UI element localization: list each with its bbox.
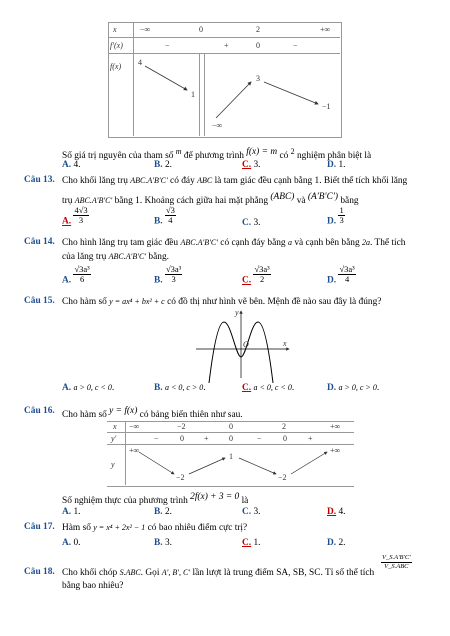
q17-option-b[interactable]: B. 3. bbox=[154, 538, 172, 548]
frac-num: 1 bbox=[339, 205, 344, 215]
q18-text: bằng bao nhiêu? bbox=[62, 581, 124, 591]
q15-function: y = ax⁴ + bx² + c bbox=[109, 297, 165, 306]
frac-den: V_S.ABC bbox=[384, 562, 409, 570]
q12-text-c: có bbox=[279, 151, 289, 162]
q12-text-d: nghiệm phân biệt là bbox=[296, 151, 372, 162]
q13-text: có đáy bbox=[170, 176, 195, 186]
option-letter-correct: C. bbox=[242, 160, 252, 170]
q17-text: Hàm số bbox=[62, 523, 91, 533]
q17-option-d[interactable]: D. 2. bbox=[327, 538, 346, 548]
q16-text: Số nghiệm thực của phương trình bbox=[62, 496, 188, 507]
frac-num: √3a³ bbox=[74, 264, 90, 274]
option-letter: D. bbox=[327, 160, 337, 170]
q18-text: . Gọi bbox=[140, 568, 160, 578]
table2-x-value: 0 bbox=[229, 422, 233, 431]
q17-option-a[interactable]: A. 0. bbox=[62, 538, 81, 548]
frac-den: 2 bbox=[259, 274, 265, 284]
q17-number: Câu 17. bbox=[24, 522, 55, 532]
q16-option-b[interactable]: B. 2. bbox=[154, 507, 172, 517]
q13-one: 1 bbox=[314, 176, 320, 186]
q16-number: Câu 16. bbox=[24, 406, 55, 416]
option-letter: B. bbox=[154, 538, 163, 548]
option-value: a < 0, c < 0 bbox=[253, 383, 292, 392]
q18-ratio-fraction bbox=[381, 554, 412, 571]
frac-num: √3a³ bbox=[339, 264, 355, 274]
q18-number: Câu 18. bbox=[24, 567, 55, 577]
q15-option-a[interactable]: A. a > 0, c < 0. bbox=[62, 383, 115, 393]
q12-text-a: Số giá trị nguyên của tham số bbox=[62, 151, 174, 162]
table2-y-value: +∞ bbox=[129, 446, 140, 455]
option-letter: B. bbox=[154, 160, 163, 170]
frac-num: 4√3 bbox=[74, 205, 88, 215]
q16-option-d[interactable]: D. 4. bbox=[327, 507, 346, 517]
q12-option-b[interactable]: B. 2. bbox=[154, 160, 172, 170]
q12-text-b: để phương trình bbox=[183, 151, 244, 162]
frac-num: √3a³ bbox=[165, 264, 182, 274]
frac-num: √3 bbox=[165, 205, 175, 215]
q16-text: là bbox=[241, 496, 249, 507]
table2-y-value: −2 bbox=[278, 473, 287, 482]
q18-text: lần lượt là trung điểm SA, SB, SC. Tỉ số thể tích bbox=[192, 568, 375, 578]
q14-prism: ABC.A′B′C′ bbox=[108, 252, 147, 261]
option-letter: C. bbox=[242, 218, 252, 228]
table1-x-value: 2 bbox=[256, 25, 260, 34]
table1-x-value: +∞ bbox=[320, 25, 331, 34]
frac-den: 4 bbox=[344, 274, 350, 284]
option-value: 2 bbox=[164, 507, 170, 517]
q12-option-a[interactable]: A. 4. bbox=[62, 160, 81, 170]
table2-yp-sign: − bbox=[154, 434, 159, 443]
q17-function: y = x⁴ + 2x² − 1 bbox=[93, 523, 146, 532]
q14-a: a bbox=[287, 238, 292, 247]
q12-m: m bbox=[175, 147, 182, 156]
table1-f-value: 1 bbox=[191, 90, 195, 99]
q14-prism: ABC.A′B′C′ bbox=[180, 238, 218, 247]
table1-label-x: x bbox=[113, 25, 117, 34]
table1-label-f: f(x) bbox=[110, 62, 122, 71]
q14-text: bằng. bbox=[148, 252, 169, 262]
q14-text: của lăng trụ bbox=[62, 252, 107, 262]
option-letter: A. bbox=[62, 538, 72, 548]
option-value: a > 0, c > 0 bbox=[338, 383, 377, 392]
table2-label-y: y bbox=[111, 460, 115, 469]
option-letter: B. bbox=[154, 216, 163, 227]
q18-ratio bbox=[381, 553, 412, 571]
option-value: 0 bbox=[73, 538, 79, 548]
table1-fp-sign: − bbox=[293, 41, 298, 50]
option-value: 4 bbox=[73, 160, 79, 170]
q14-text: . Thể tích bbox=[370, 238, 406, 248]
q15-graph-origin: O bbox=[243, 340, 249, 349]
option-value: 3 bbox=[253, 507, 259, 517]
option-letter-correct: C. bbox=[242, 383, 252, 393]
option-letter-correct: A. bbox=[62, 216, 72, 227]
q13-option-c[interactable]: C. 3. bbox=[242, 218, 261, 228]
option-value: 1 bbox=[253, 538, 259, 548]
option-value: 3 bbox=[164, 538, 170, 548]
q13-text: và bbox=[296, 196, 306, 207]
table1-x-value: −∞ bbox=[140, 25, 151, 34]
frac-den: 3 bbox=[339, 215, 344, 225]
q16-text: Cho hàm số bbox=[62, 410, 107, 421]
q15-option-b[interactable]: B. a < 0, c > 0. bbox=[154, 383, 206, 393]
table1-label-fp: f′(x) bbox=[110, 41, 123, 50]
option-letter: D. bbox=[327, 216, 337, 227]
q13-text: . Biết thể tích khối lăng bbox=[319, 176, 408, 186]
q16-text: có bảng biến thiên như sau. bbox=[139, 410, 243, 421]
q16-option-c[interactable]: C. 3. bbox=[242, 507, 261, 517]
table1-f-value: −1 bbox=[322, 102, 331, 111]
q15-text: Cho hàm số bbox=[62, 297, 107, 307]
q13-text: Cho khối lăng trụ bbox=[62, 176, 128, 186]
option-letter: A. bbox=[62, 275, 72, 286]
option-value: 1 bbox=[73, 507, 79, 517]
option-letter: D. bbox=[327, 275, 337, 286]
q18-pyramid: S.ABC bbox=[119, 568, 141, 577]
table1-fp-sign: − bbox=[165, 41, 170, 50]
table2-yp-sign: + bbox=[204, 434, 209, 443]
table1-fp-sign: + bbox=[224, 41, 229, 50]
option-value: 2 bbox=[338, 538, 344, 548]
option-value: 2 bbox=[164, 160, 170, 170]
table2-yp-zero: 0 bbox=[229, 434, 233, 443]
q18-points: A′, B′, C′ bbox=[161, 568, 191, 577]
q17-statement bbox=[62, 522, 247, 534]
q13-abc: ABC bbox=[197, 176, 213, 185]
q14-twoa: 2a bbox=[362, 238, 370, 247]
table2-x-value: 2 bbox=[282, 422, 286, 431]
option-letter-correct: C. bbox=[242, 538, 252, 548]
q15-graph-y-label: y bbox=[235, 308, 239, 317]
q13-text: bằng bbox=[340, 196, 359, 207]
table2-x-value: +∞ bbox=[330, 422, 341, 431]
q17-text: có bao nhiêu điểm cực trị? bbox=[147, 523, 248, 533]
q12-two: 2 bbox=[290, 147, 295, 156]
frac-den: 3 bbox=[171, 274, 176, 284]
table2-x-value: −∞ bbox=[129, 422, 140, 431]
q16-equation: 2f(x) + 3 = 0 bbox=[190, 492, 240, 502]
table1-fp-zero: 0 bbox=[256, 41, 260, 50]
q12-option-c[interactable]: C. 3. bbox=[242, 160, 261, 170]
q15-text: có đồ thị như hình vẽ bên. Mệnh đề nào sau đây là đúng? bbox=[167, 297, 382, 307]
option-letter: A. bbox=[62, 383, 72, 393]
frac-den: 6 bbox=[79, 274, 85, 284]
q13-text: trụ bbox=[62, 196, 73, 207]
q13-plane1: (ABC) bbox=[270, 192, 295, 202]
table2-yp-sign: + bbox=[308, 434, 313, 443]
option-letter: C. bbox=[242, 507, 252, 517]
q14-text: Cho hình lăng trụ tam giác đều bbox=[62, 238, 179, 248]
q15-number: Câu 15. bbox=[24, 296, 55, 306]
q15-option-c[interactable]: C. a < 0, c < 0. bbox=[242, 383, 295, 393]
table2-label-yp: y′ bbox=[111, 434, 117, 443]
frac-num: √3a³ bbox=[254, 264, 270, 274]
option-letter: A. bbox=[62, 160, 72, 170]
q14-text: và cạnh bên bằng bbox=[294, 238, 360, 248]
q13-prism: ABC.A′B′C′ bbox=[130, 176, 168, 185]
q16-option-a[interactable]: A. 1. bbox=[62, 507, 81, 517]
option-value: 3 bbox=[253, 160, 259, 170]
option-letter-correct: C. bbox=[242, 275, 252, 286]
option-letter: D. bbox=[327, 538, 337, 548]
option-letter: B. bbox=[154, 383, 163, 393]
q15-graph-x-label: x bbox=[283, 339, 287, 348]
q12-option-d[interactable]: D. 1. bbox=[327, 160, 346, 170]
q16-equation-line bbox=[62, 492, 248, 507]
frac-den: 3 bbox=[78, 215, 84, 225]
option-value: a > 0, c < 0 bbox=[73, 383, 112, 392]
option-letter: B. bbox=[154, 507, 163, 517]
table1-f-value: 3 bbox=[256, 74, 260, 83]
q18-question-end bbox=[62, 581, 123, 592]
table1-x-value: 0 bbox=[199, 25, 203, 34]
q13-one: 1 bbox=[135, 196, 140, 207]
option-value: a < 0, c > 0 bbox=[164, 383, 204, 392]
q18-statement bbox=[62, 567, 374, 579]
option-letter: A. bbox=[62, 507, 72, 517]
option-value: 1 bbox=[338, 160, 344, 170]
q13-text: là tam giác đều cạnh bằng bbox=[214, 176, 313, 186]
q13-number: Câu 13. bbox=[24, 175, 55, 185]
table2-x-value: −2 bbox=[177, 422, 186, 431]
table1-f-value: −∞ bbox=[212, 121, 223, 130]
q13-text: bằng bbox=[114, 196, 133, 207]
q14-number: Câu 14. bbox=[24, 237, 55, 247]
q14-text: có cạnh đáy bằng bbox=[220, 238, 286, 248]
q13-plane2: (A′B′C′) bbox=[307, 192, 339, 202]
q16-function: y = f(x) bbox=[109, 406, 138, 416]
option-value: 3 bbox=[253, 218, 259, 228]
frac-num: V_S.A′B′C′ bbox=[382, 553, 411, 561]
option-value: 4 bbox=[338, 507, 344, 517]
table2-y-value: −2 bbox=[176, 473, 185, 482]
q18-text: Cho khối chóp bbox=[62, 568, 118, 578]
option-letter: D. bbox=[327, 383, 337, 393]
table2-label-x: x bbox=[113, 422, 117, 431]
q15-option-d[interactable]: D. a > 0, c > 0. bbox=[327, 383, 380, 393]
option-letter: B. bbox=[154, 275, 163, 286]
option-letter-correct: D. bbox=[327, 507, 337, 517]
q13-prism: ABC.A′B′C′ bbox=[74, 196, 113, 206]
q17-option-c[interactable]: C. 1. bbox=[242, 538, 261, 548]
table1-f-value: 4 bbox=[138, 58, 142, 67]
table2-yp-sign: − bbox=[257, 434, 262, 443]
table2-yp-zero: 0 bbox=[283, 434, 287, 443]
table2-yp-zero: 0 bbox=[180, 434, 184, 443]
q12-equation: f(x) = m bbox=[246, 147, 278, 157]
frac-den: 4 bbox=[168, 215, 173, 225]
q13-text: . Khoảng cách giữa hai mặt phẳng bbox=[139, 196, 269, 207]
table2-y-value: 1 bbox=[229, 452, 233, 461]
table2-y-value: +∞ bbox=[330, 446, 341, 455]
